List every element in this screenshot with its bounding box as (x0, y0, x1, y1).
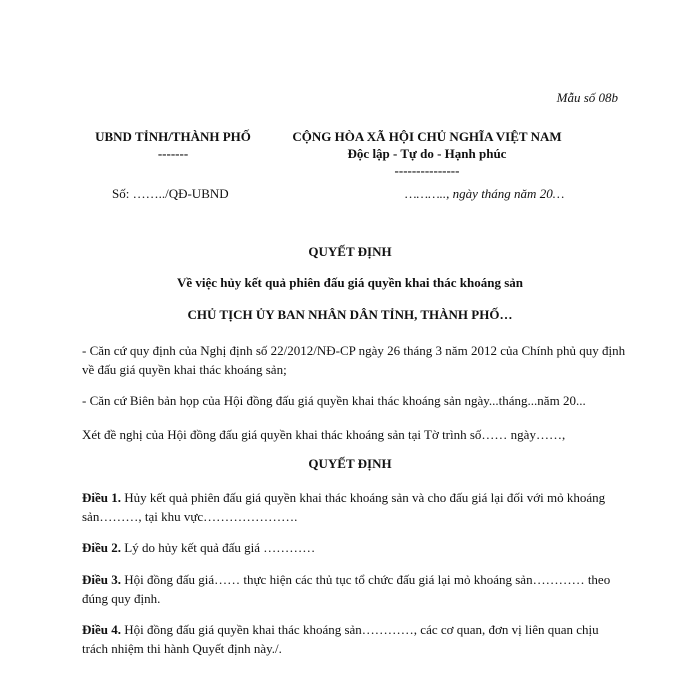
article-2-label: Điều 2. (82, 540, 121, 555)
legal-basis-3: Xét đề nghị của Hội đồng đấu giá quyền khai thác khoáng sản tại Tờ trình số…… ngày……, (82, 427, 566, 442)
article-2-text: Lý do hủy kết quả đấu giá ………… (121, 540, 316, 555)
form-number: Mẫu số 08b (556, 90, 618, 105)
national-motto-block (272, 128, 582, 179)
country-name: CỘNG HÒA XÃ HỘI CHỦ NGHĨA VIỆT NAM (292, 129, 562, 144)
document-title: QUYẾT ĐỊNH (308, 244, 392, 259)
header-left-divider: ------- (157, 146, 189, 161)
article-1 (82, 488, 627, 526)
article-4 (82, 620, 627, 658)
issuing-authority-name: UBND TỈNH/THÀNH PHỐ (95, 129, 251, 144)
article-3-text: Hội đồng đấu giá…… thực hiện các thủ tục tổ chức đấu giá lại mỏ khoáng sản………… theo đúng quy định. (82, 572, 611, 606)
article-1-label: Điều 1. (82, 490, 121, 505)
article-3 (82, 570, 627, 608)
issuing-authority-block (88, 128, 258, 162)
article-2 (82, 538, 627, 557)
document-date: ……….., ngày tháng năm 20… (405, 186, 565, 201)
decision-heading: QUYẾT ĐỊNH (308, 456, 392, 471)
document-number: Số: ……../QĐ-UBND (112, 186, 229, 201)
national-motto: Độc lập - Tự do - Hạnh phúc (347, 146, 507, 161)
document-subject: Về việc hủy kết quả phiên đấu giá quyền khai thác khoáng sản (176, 275, 524, 290)
article-4-label: Điều 4. (82, 622, 121, 637)
legal-basis-1: - Căn cứ quy định của Nghị định số 22/2012/NĐ-CP ngày 26 tháng 3 năm 2012 của Chính phủ quy định về đấu giá quyền khai thác khoáng sản; (82, 343, 626, 377)
article-3-label: Điều 3. (82, 572, 121, 587)
article-1-text: Hủy kết quả phiên đấu giá quyền khai thác khoáng sản và cho đấu giá lại đối với mỏ khoáng sản………, tại khu vực…………………. (82, 490, 606, 524)
legal-basis-2: - Căn cứ Biên bản họp của Hội đồng đấu giá quyền khai thác khoáng sản ngày...tháng...năm 20... (82, 393, 586, 408)
article-4-text: Hội đồng đấu giá quyền khai thác khoáng sản…………, các cơ quan, đơn vị liên quan chịu trách nhiệm thi hành Quyết định này./. (82, 622, 599, 656)
header-right-divider: --------------- (394, 163, 460, 178)
issuing-authority-title: CHỦ TỊCH ỦY BAN NHÂN DÂN TỈNH, THÀNH PHỐ… (187, 307, 513, 322)
